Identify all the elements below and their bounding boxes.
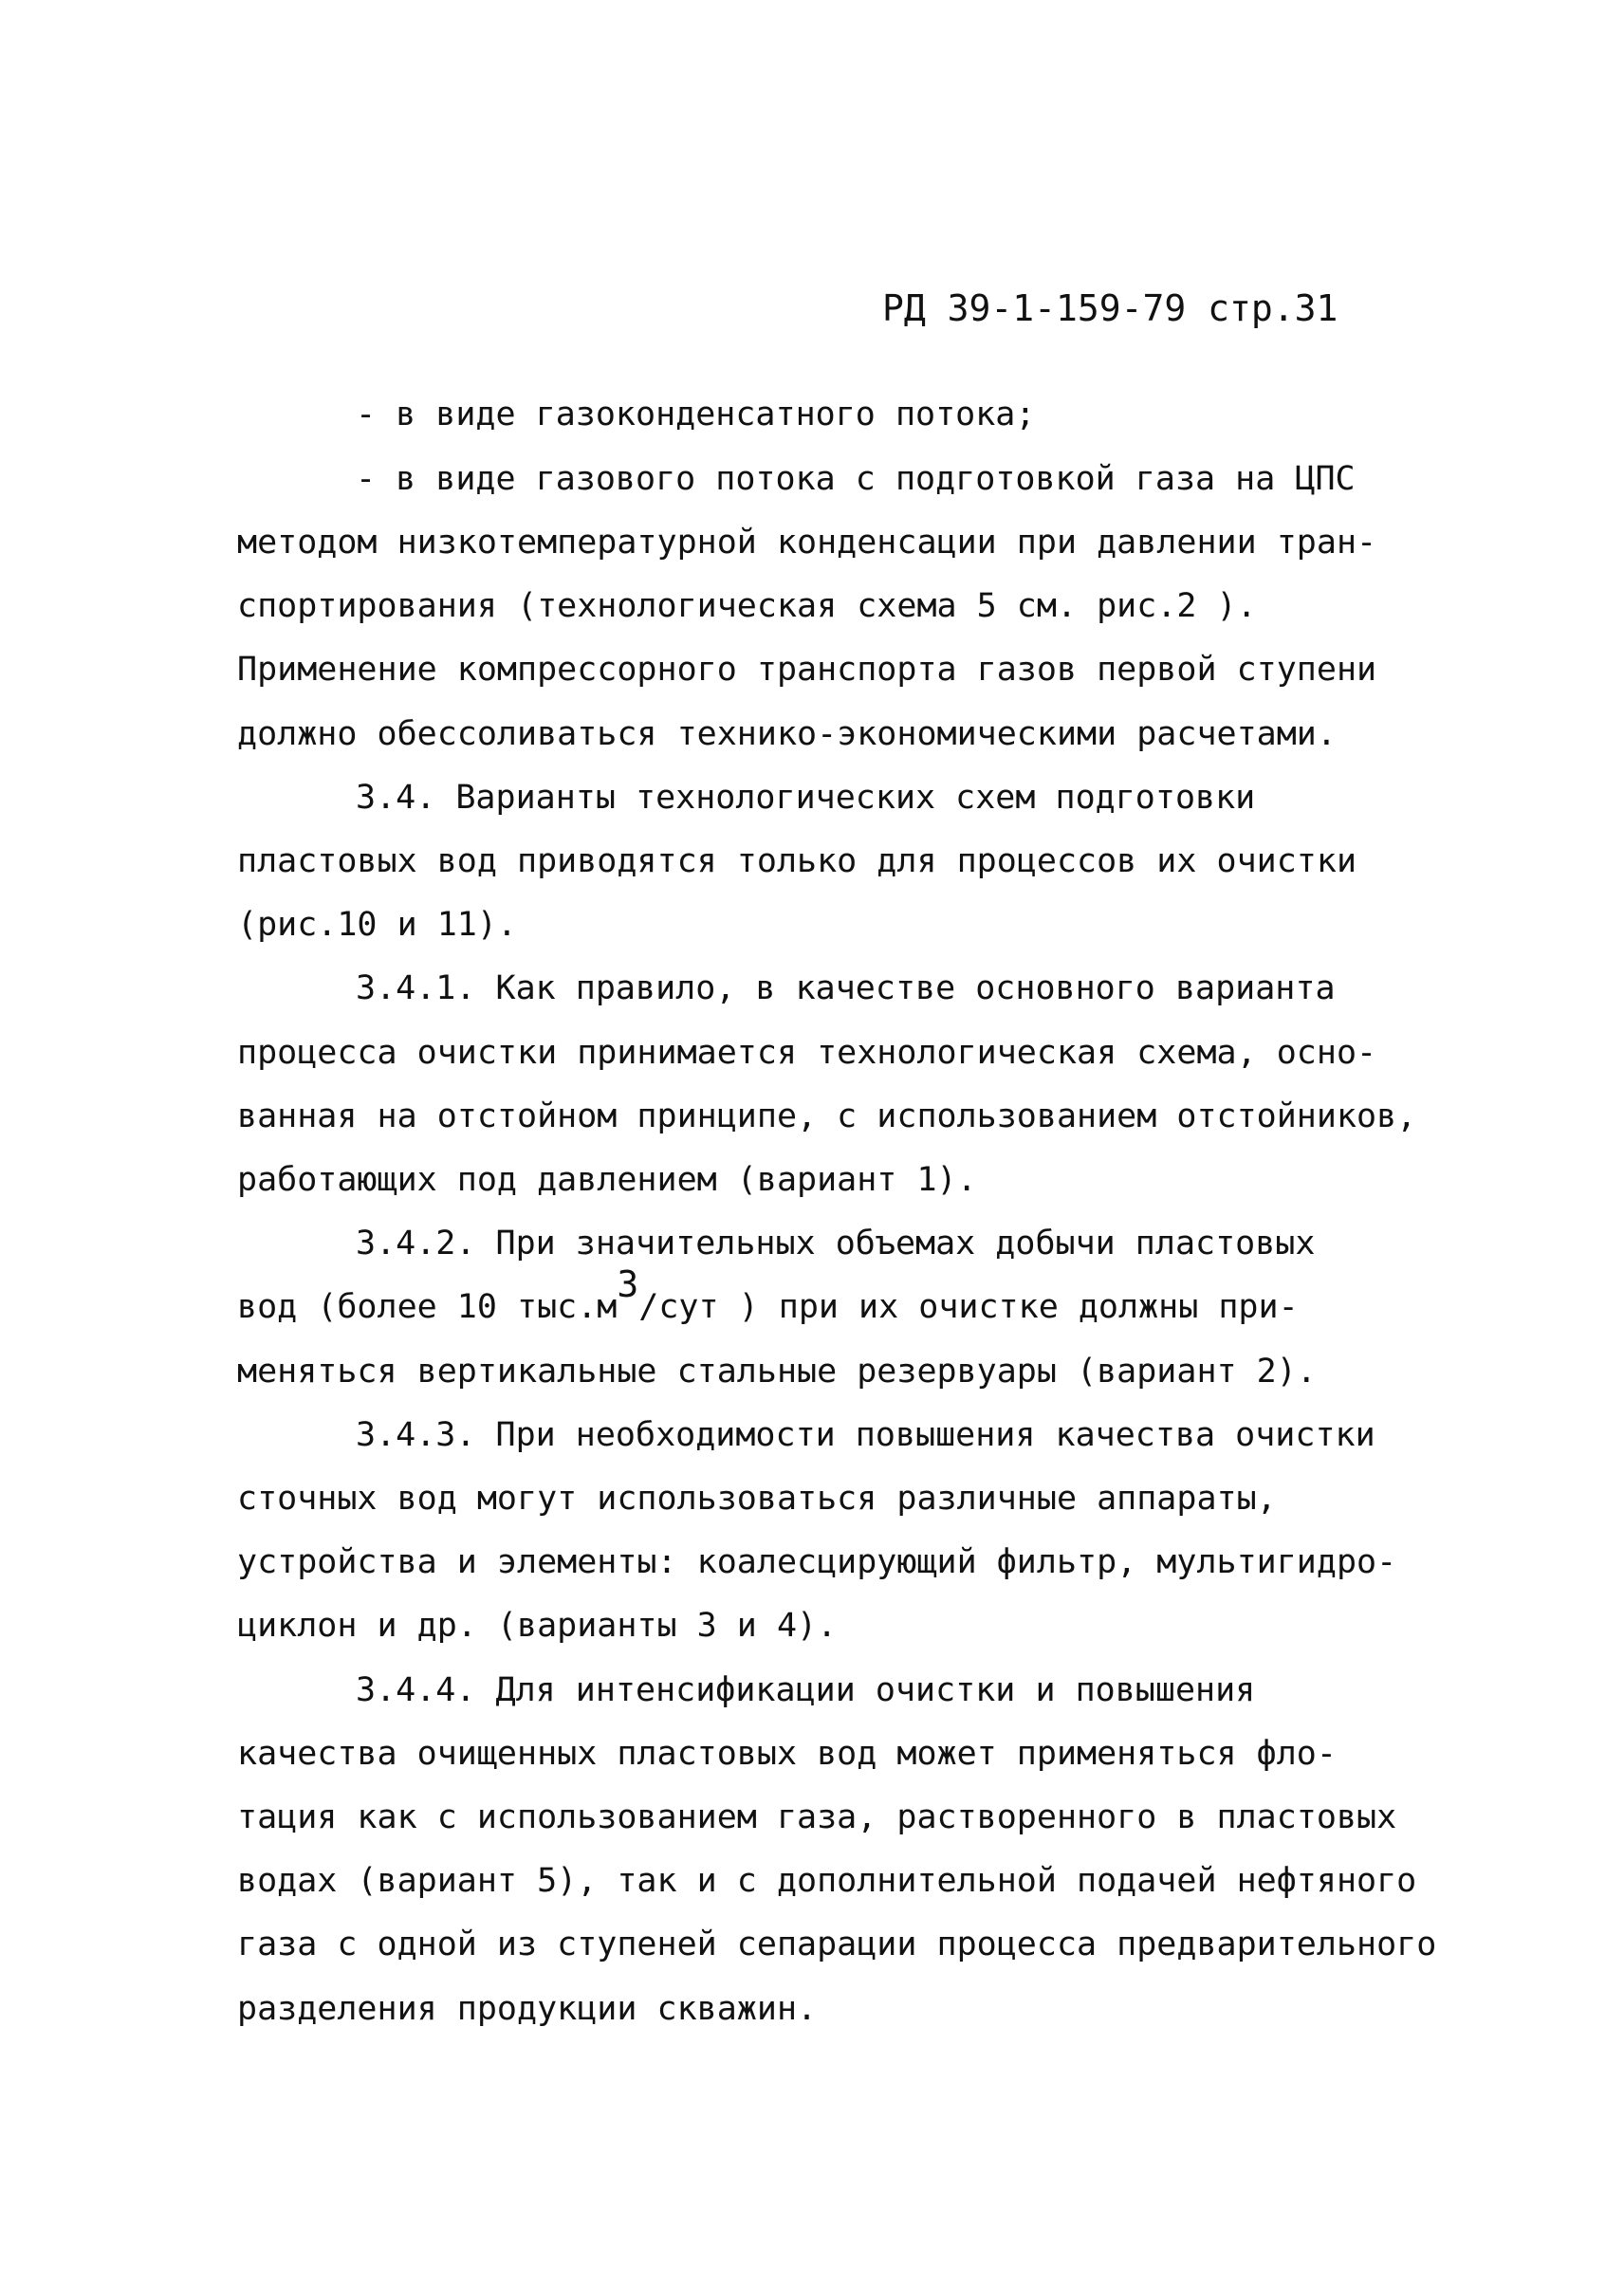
text-line: работающих под давлением (вариант 1). (237, 1161, 977, 1199)
text-fragment: /сут ) при их очистке должны при- (638, 1288, 1299, 1326)
page-header: РД 39-1-159-79 стр.31 (882, 287, 1338, 329)
text-line-with-superscript (237, 1263, 1299, 1326)
text-line: разделения продукции скважин. (237, 1990, 818, 2028)
section-heading: 3.4.1. Как правило, в качестве основного варианта (356, 969, 1336, 1007)
text-line: меняться вертикальные стальные резервуары (вариант 2). (237, 1353, 1317, 1391)
text-line: Применение компрессорного транспорта газов первой ступени (237, 651, 1377, 689)
text-line: ванная на отстойном принципе, с использованием отстойников, (237, 1097, 1417, 1135)
text-fragment: вод (более 10 тыс.м (237, 1288, 618, 1326)
text-line: сточных вод могут использоваться различные аппараты, (237, 1480, 1277, 1518)
text-line: водах (вариант 5), так и с дополнительной подачей нефтяного (237, 1862, 1417, 1900)
text-line: процесса очистки принимается технологическая схема, осно- (237, 1034, 1377, 1072)
superscript: 3 (617, 1263, 639, 1305)
text-line: качества очищенных пластовых вод может применяться фло- (237, 1735, 1337, 1773)
text-line: спортирования (технологическая схема 5 см. рис.2 ). (237, 587, 1257, 625)
text-line: (рис.10 и 11). (237, 906, 518, 944)
section-heading: 3.4.2. При значительных объемах добычи пластовых (356, 1225, 1316, 1262)
text-line: газа с одной из ступеней сепарации процесса предварительного (237, 1926, 1437, 1963)
text-line: должно обессоливаться технико-экономическими расчетами. (237, 715, 1337, 753)
text-line: - в виде газоконденсатного потока; (356, 396, 1036, 433)
text-line: методом низкотемпературной конденсации при давлении тран- (237, 524, 1377, 562)
text-line: тация как с использованием газа, растворенного в пластовых (237, 1798, 1397, 1836)
text-line: устройства и элементы: коалесцирующий фильтр, мультигидро- (237, 1543, 1397, 1581)
text-line: пластовых вод приводятся только для процессов их очистки (237, 842, 1357, 880)
section-heading: 3.4.3. При необходимости повышения качества очистки (356, 1416, 1375, 1454)
text-line: - в виде газового потока с подготовкой газа на ЦПС (356, 460, 1356, 498)
text-line: циклон и др. (варианты 3 и 4). (237, 1607, 838, 1645)
section-heading: 3.4.4. Для интенсификации очистки и повышения (356, 1671, 1256, 1709)
section-heading: 3.4. Варианты технологических схем подготовки (356, 779, 1256, 817)
